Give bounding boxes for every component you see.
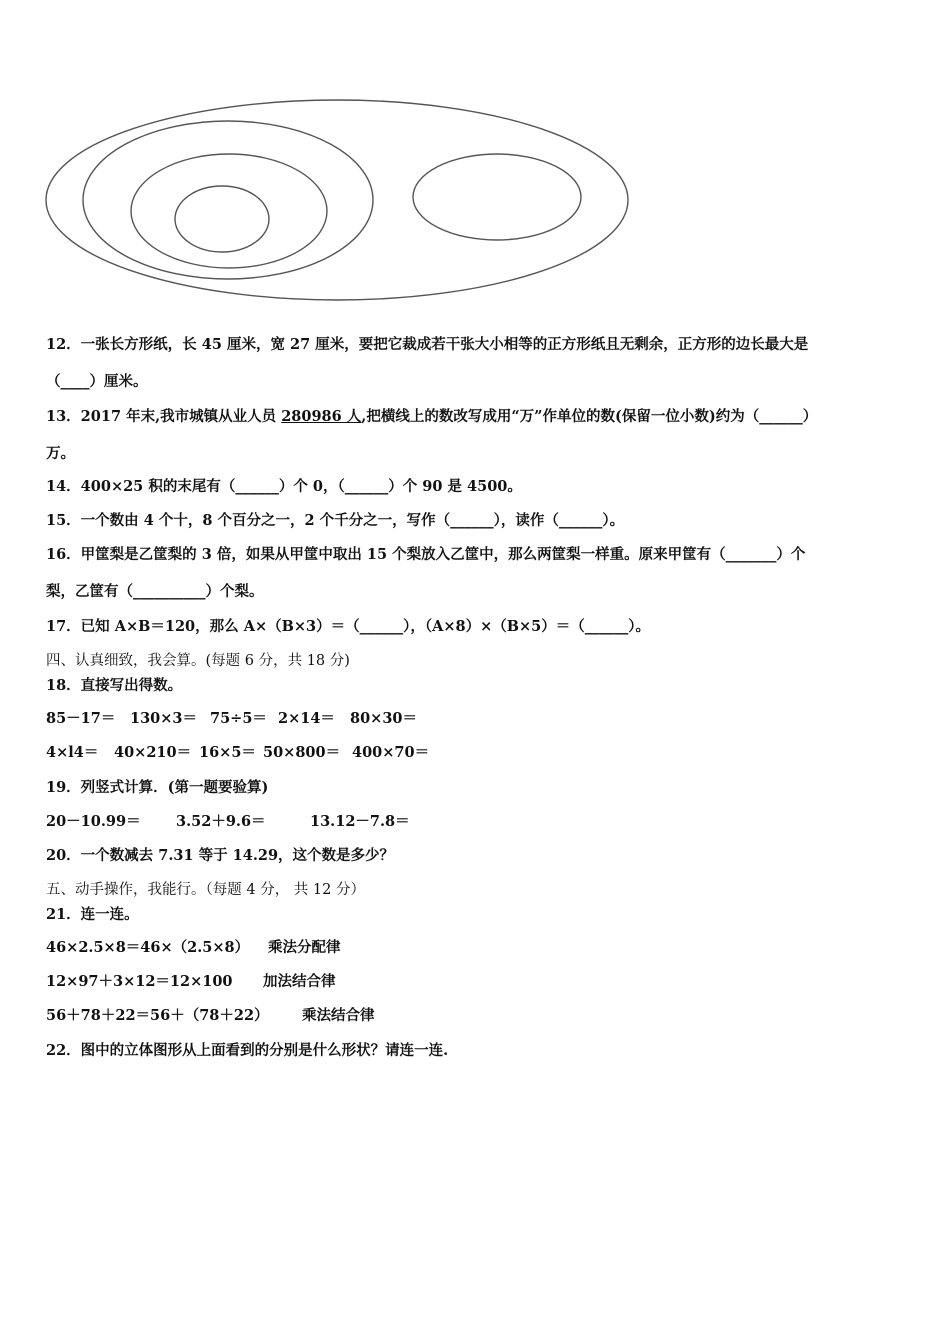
q17: 17．已知 A×B＝120，那么 A×（B×3）＝（______），（A×8）×（B×5）＝（______）。 <box>46 618 650 635</box>
q18-row1-item: 130×3＝ <box>130 710 198 727</box>
q21-law: 乘法结合律 <box>302 1007 375 1024</box>
right-ellipse <box>413 154 581 240</box>
q19-items <box>0 812 950 832</box>
q21-row <box>0 972 950 992</box>
inner-ellipse <box>175 186 269 252</box>
q21-equation: 56＋78＋22＝56＋（78＋22） <box>46 1007 269 1024</box>
q16-line2: 梨，乙筐有（__________）个梨。 <box>46 583 264 600</box>
nested-ellipses-diagram <box>0 0 650 310</box>
q21-equation: 12×97＋3×12＝12×100 <box>46 973 233 990</box>
q16-line1: 16．甲筐梨是乙筐梨的 3 倍，如果从甲筐中取出 15 个梨放入乙筐中，那么两筐梨一样重。原来甲筐有（_______）个 <box>46 546 806 563</box>
q20: 20．一个数减去 7.31 等于 14.29，这个数是多少？ <box>46 847 395 864</box>
q18-row2-item: 4×l4＝ <box>46 744 99 761</box>
q18-row1-item: 75÷5＝ <box>210 710 267 727</box>
section5-title: 五、动手操作，我能行。（每题 4 分， 共 12 分） <box>46 882 365 898</box>
q18-row2 <box>0 743 950 763</box>
q18-row2-item: 400×70＝ <box>352 744 430 761</box>
middle-ellipse <box>131 154 327 268</box>
q18-row2-item: 40×210＝ <box>114 744 192 761</box>
q18-row2-item: 50×800＝ <box>263 744 341 761</box>
q21-row <box>0 1006 950 1026</box>
q18-row1-item: 80×30＝ <box>350 710 418 727</box>
q13-line2: 万。 <box>46 445 75 462</box>
q13-post: ,把横线上的数改写成用“万”作单位的数(保留一位小数)约为（______） <box>361 408 818 425</box>
q19-item: 13.12－7.8＝ <box>310 813 410 830</box>
q15: 15．一个数由 4 个十，8 个百分之一，2 个千分之一，写作（______），读作（______）。 <box>46 512 625 529</box>
q14: 14．400×25 积的末尾有（______）个 0，（______）个 90 是 4500。 <box>46 478 522 495</box>
q18-row1 <box>0 709 950 729</box>
q21-row <box>0 938 950 958</box>
q12-line1: 12．一张长方形纸，长 45 厘米，宽 27 厘米，要把它裁成若干张大小相等的正方形纸且无剩余，正方形的边长最大是 <box>46 336 809 353</box>
q13-line1 <box>46 407 817 427</box>
q19-item: 3.52＋9.6＝ <box>176 813 266 830</box>
section4-title: 四、认真细致，我会算。(每题 6 分，共 18 分) <box>46 653 350 669</box>
q18-row2-item: 16×5＝ <box>199 744 256 761</box>
q21-equation: 46×2.5×8＝46×（2.5×8） <box>46 939 250 956</box>
large-ellipse <box>83 121 373 279</box>
q21-law: 加法结合律 <box>263 973 336 990</box>
q21-title: 21．连一连。 <box>46 906 139 923</box>
q13-pre: 13．2017 年末,我市城镇从业人员 <box>46 408 282 425</box>
q12-line2: （____）厘米。 <box>46 373 148 390</box>
q18-title: 18．直接写出得数。 <box>46 677 183 694</box>
q18-row1-item: 85－17＝ <box>46 710 116 727</box>
q19-item: 20－10.99＝ <box>46 813 141 830</box>
q19-title: 19．列竖式计算．(第一题要验算) <box>46 779 269 796</box>
q13-underlined-number: 280986 人 <box>281 408 362 425</box>
q21-law: 乘法分配律 <box>268 939 341 956</box>
q22: 22．图中的立体图形从上面看到的分别是什么形状？请连一连. <box>46 1042 449 1059</box>
q18-row1-item: 2×14＝ <box>278 710 335 727</box>
